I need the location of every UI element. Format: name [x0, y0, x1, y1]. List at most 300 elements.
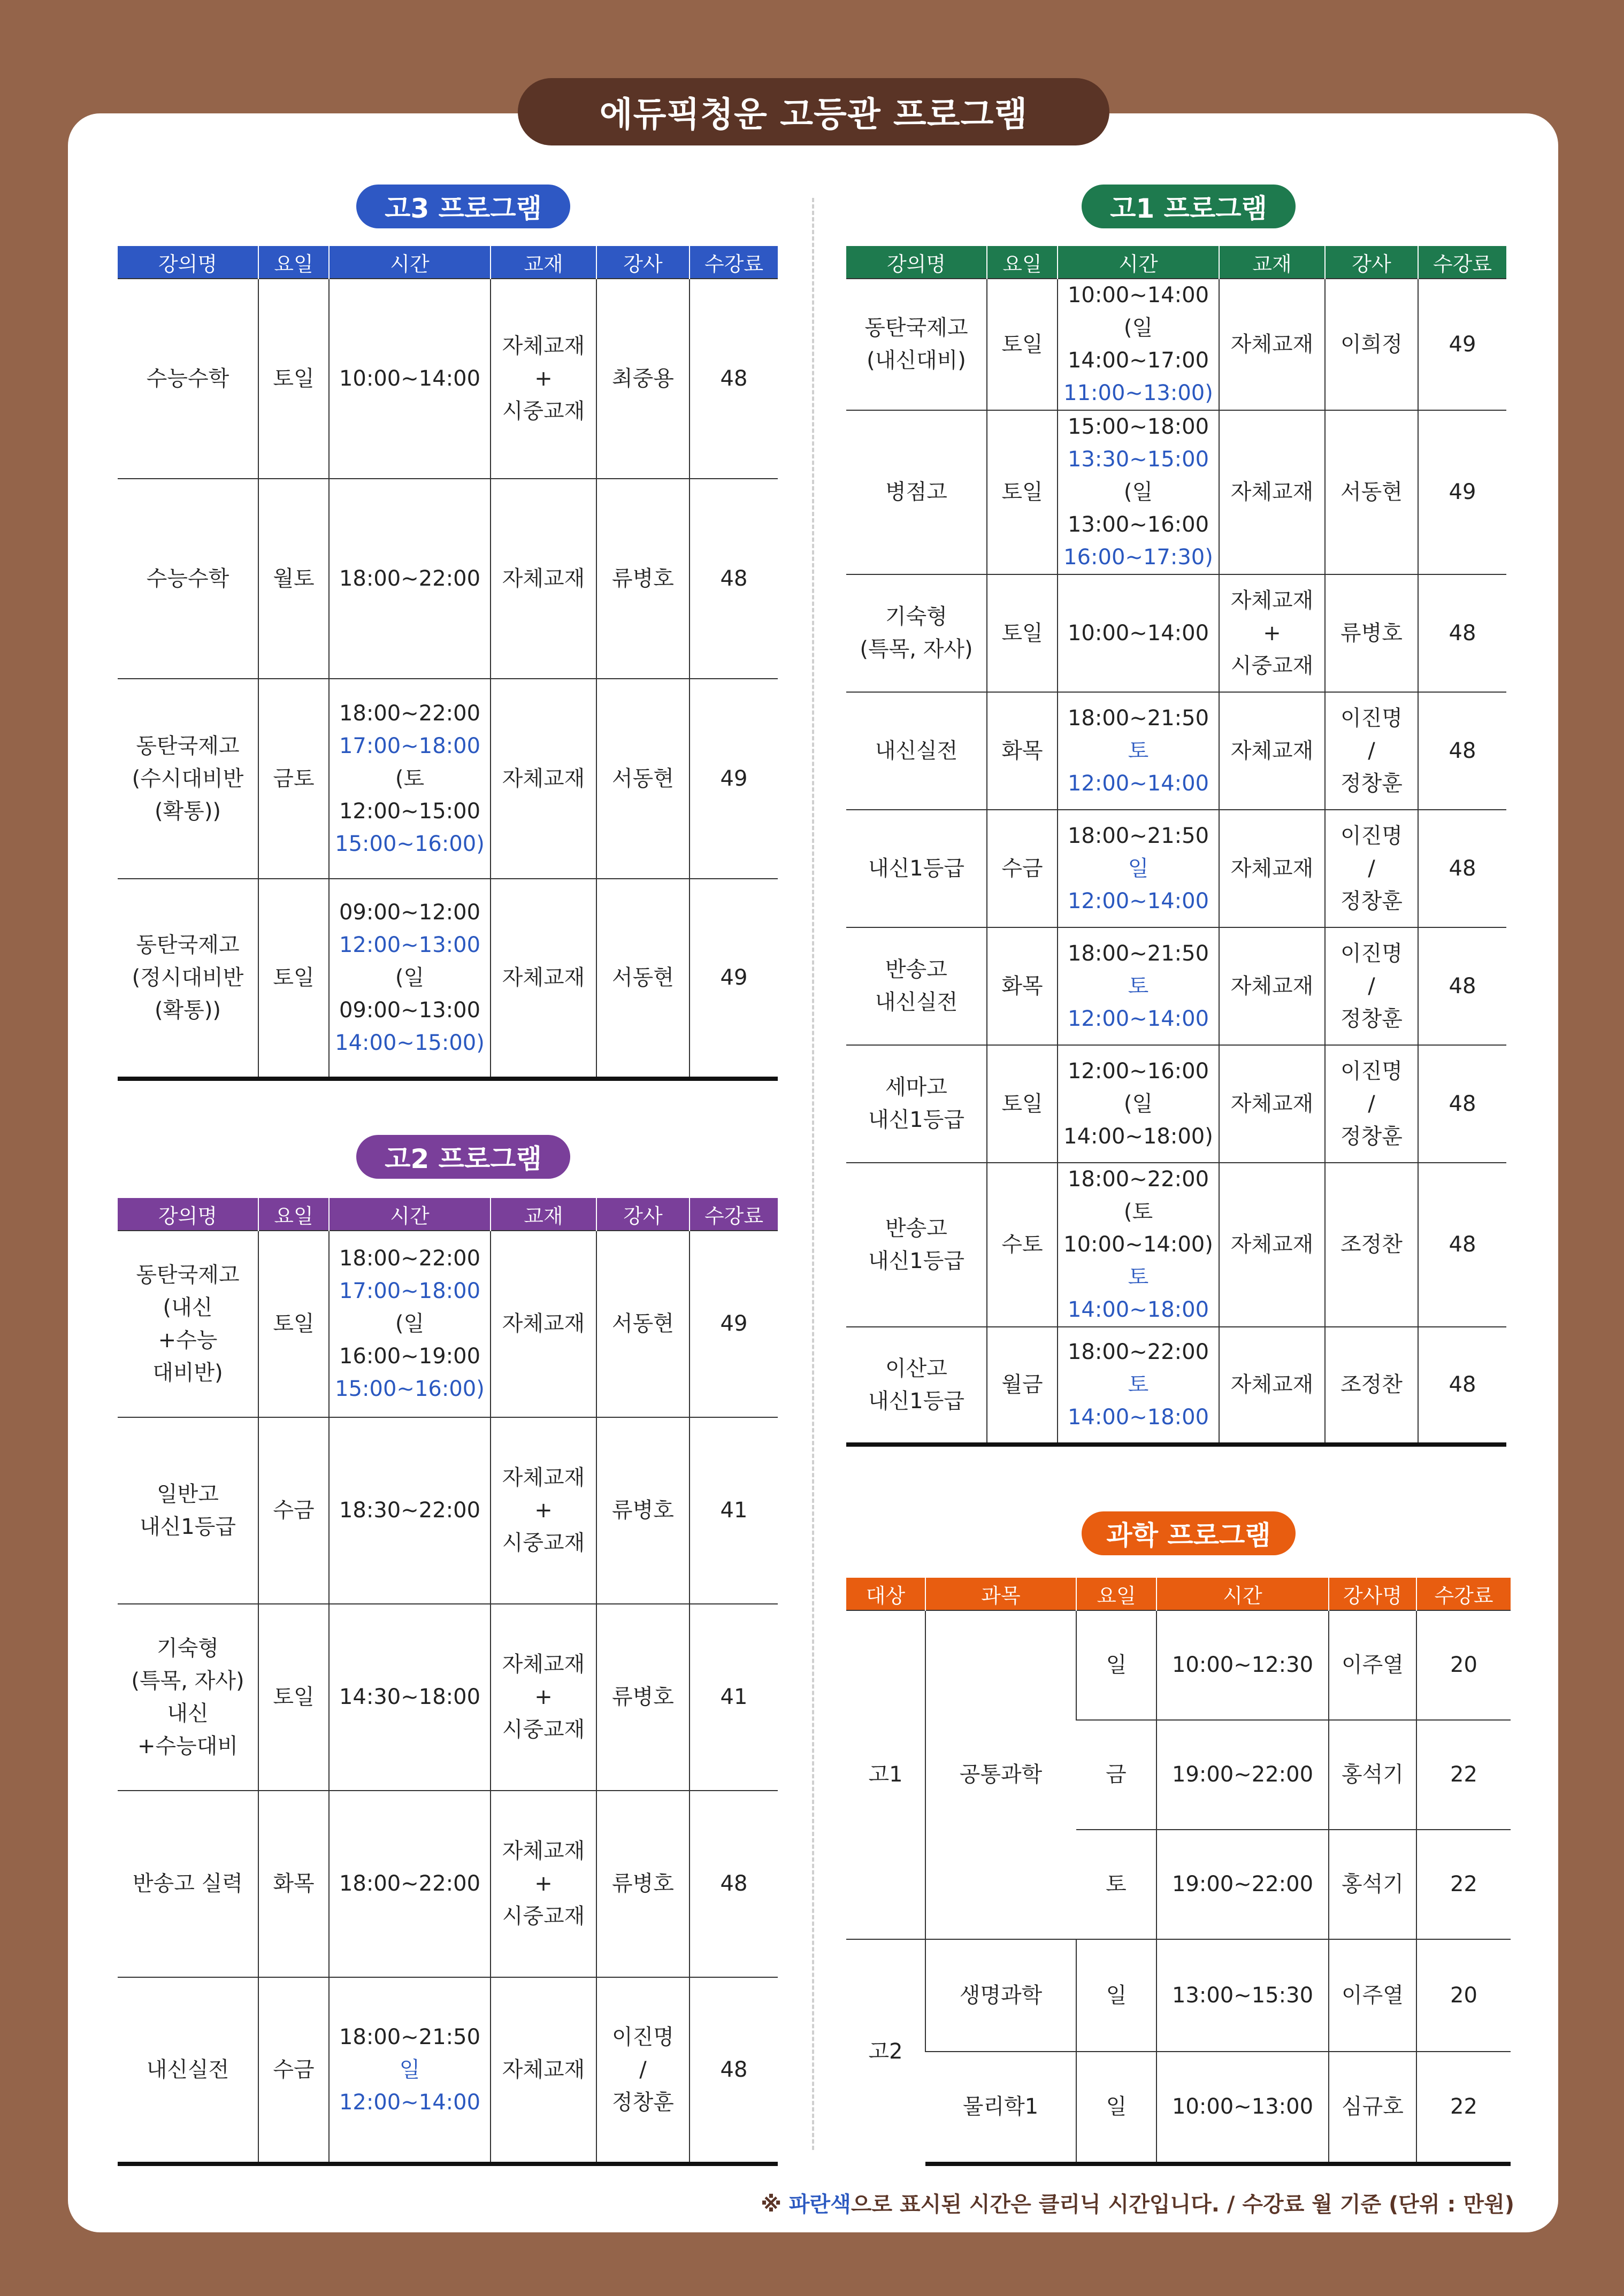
table-row — [846, 1163, 1506, 1327]
cell-line: 17:00~18:00 — [339, 1279, 481, 1303]
course-name-cell — [118, 1604, 258, 1791]
time-cell: 13:00~15:30 — [1156, 1939, 1329, 2052]
column-header: 과목 — [925, 1578, 1076, 1610]
cell-line: 10:00~14:00 — [1067, 620, 1209, 646]
cell-line: 시중교재 — [1230, 653, 1314, 678]
column-header: 교재 — [491, 246, 596, 279]
cell-line: 16:00~17:30) — [1063, 545, 1213, 570]
cell-line: 정창훈 — [1340, 771, 1403, 796]
cell-line: 18:00~22:00 — [339, 566, 481, 591]
day-cell: 일 — [1076, 1939, 1156, 2052]
cell-line: (토 — [1123, 1200, 1153, 1224]
cell-line: 서동현 — [612, 766, 674, 791]
cell-line: 조정찬 — [1340, 1232, 1403, 1257]
cell-line: 12:00~14:00 — [1067, 1006, 1209, 1031]
cell-line: 정창훈 — [612, 2090, 674, 2115]
cell-line: 대비반) — [152, 1360, 223, 1385]
teacher-cell: 홍석기 — [1329, 1720, 1416, 1830]
column-header: 요일 — [258, 246, 329, 279]
cell-line: 자체교재 — [1230, 480, 1314, 504]
column-header: 요일 — [258, 1198, 329, 1231]
fee-cell: 20 — [1416, 1939, 1511, 2052]
cell-line: 시중교재 — [502, 1717, 585, 1742]
cell-line: 12:00~15:00 — [339, 798, 481, 824]
cell-line: 류병호 — [1340, 620, 1403, 646]
course-name-cell — [846, 1045, 987, 1163]
fee-cell: 48 — [1418, 574, 1506, 692]
column-header: 수강료 — [690, 246, 778, 279]
science-program-table — [846, 1578, 1511, 2166]
cell-line: 일 — [1128, 856, 1149, 881]
teacher-cell: 이주열 — [1329, 1610, 1416, 1720]
cell-line: 18:00~22:00 — [339, 1246, 481, 1271]
cell-line: 내신실전 — [875, 990, 958, 1015]
target-cell: 고2 — [846, 1939, 925, 2164]
teacher-cell — [1325, 1163, 1418, 1327]
cell-line: 수능수학 — [146, 366, 229, 391]
time-cell — [1058, 574, 1219, 692]
table-row — [846, 1939, 1511, 2052]
cell-line: 류병호 — [612, 1498, 674, 1523]
g1-section-title: 고1 프로그램 — [1082, 185, 1296, 228]
footnote-highlight: 파란색 — [788, 2192, 851, 2217]
time-cell — [1058, 1163, 1219, 1327]
fee-cell: 49 — [690, 679, 778, 879]
column-header: 교재 — [1219, 246, 1325, 279]
course-name-cell — [118, 879, 258, 1079]
cell-line: 반송고 — [885, 1216, 947, 1241]
fee-cell: 49 — [1418, 410, 1506, 574]
course-name-cell — [846, 279, 987, 410]
table-row — [118, 1231, 778, 1417]
textbook-cell — [1219, 1045, 1325, 1163]
column-header: 시간 — [1156, 1578, 1329, 1610]
textbook-cell — [1219, 692, 1325, 810]
cell-line: (내신 — [163, 1295, 213, 1320]
cell-line: 18:00~22:00 — [1067, 1340, 1209, 1364]
cell-line: 일 — [399, 2057, 420, 2082]
cell-line: 동탄국제고 — [136, 733, 240, 758]
time-cell: 10:00~12:30 — [1156, 1610, 1329, 1720]
course-name-cell — [118, 1231, 258, 1417]
column-header: 시간 — [329, 1198, 491, 1231]
time-cell — [329, 1977, 491, 2164]
time-cell: 19:00~22:00 — [1156, 1720, 1329, 1830]
cell-line: 기숙형 — [885, 604, 947, 629]
table-row — [846, 1327, 1506, 1445]
table-row — [118, 879, 778, 1079]
cell-line: 11:00~13:00) — [1063, 381, 1213, 405]
day-cell: 금토 — [258, 679, 329, 879]
textbook-cell — [1219, 1327, 1325, 1445]
teacher-cell — [596, 1977, 690, 2164]
course-name-cell — [118, 1417, 258, 1604]
textbook-cell — [1219, 1163, 1325, 1327]
cell-line: 이진명 — [1340, 1058, 1403, 1084]
cell-line: 12:00~16:00 — [1067, 1058, 1209, 1084]
table-row — [118, 279, 778, 479]
cell-line: + — [534, 1685, 553, 1709]
column-header: 강사 — [1325, 246, 1418, 279]
course-name-cell — [846, 1327, 987, 1445]
time-cell — [1058, 279, 1219, 410]
column-header: 수강료 — [1416, 1578, 1511, 1610]
day-cell: 일 — [1076, 1610, 1156, 1720]
table-row — [846, 574, 1506, 692]
table-row — [846, 1610, 1511, 1720]
time-cell — [329, 879, 491, 1079]
cell-line: 내신1등급 — [139, 1514, 236, 1539]
day-cell: 토일 — [258, 1604, 329, 1791]
teacher-cell — [596, 679, 690, 879]
cell-line: 이진명 — [1340, 941, 1403, 966]
fee-cell: 48 — [1418, 927, 1506, 1045]
cell-line: +수능대비 — [137, 1733, 239, 1759]
cell-line: 14:00~18:00 — [1067, 1297, 1209, 1322]
teacher-cell — [1325, 574, 1418, 692]
cell-line: 자체교재 — [1230, 1372, 1314, 1397]
cell-line: 류병호 — [612, 1871, 674, 1896]
fee-cell: 41 — [690, 1417, 778, 1604]
cell-line: 시중교재 — [502, 398, 585, 424]
cell-line: 18:00~21:50 — [1067, 823, 1209, 848]
cell-line: 서동현 — [612, 1311, 674, 1336]
day-cell: 수금 — [258, 1977, 329, 2164]
table-row — [846, 279, 1506, 410]
fee-cell: 41 — [690, 1604, 778, 1791]
table-row — [118, 1604, 778, 1791]
g1-program-table — [846, 246, 1506, 1447]
day-cell: 일 — [1076, 2052, 1156, 2164]
table-row — [118, 1417, 778, 1604]
table-row — [118, 1791, 778, 1977]
g3-section-title: 고3 프로그램 — [356, 185, 570, 228]
time-cell — [329, 279, 491, 479]
g2-section-title: 고2 프로그램 — [356, 1135, 570, 1179]
column-header: 시간 — [329, 246, 491, 279]
cell-line: 자체교재 — [1230, 738, 1314, 763]
textbook-cell — [491, 1604, 596, 1791]
table-row — [846, 410, 1506, 574]
cell-line: 동탄국제고 — [136, 933, 240, 957]
cell-line: 자체교재 — [1230, 856, 1314, 881]
teacher-cell — [1325, 1045, 1418, 1163]
teacher-cell — [1325, 810, 1418, 927]
cell-line: 토 — [1128, 973, 1149, 999]
cell-line: 18:00~22:00 — [1067, 1167, 1209, 1192]
cell-line: 13:00~16:00 — [1067, 512, 1209, 537]
day-cell: 수금 — [987, 810, 1058, 927]
cell-line: 12:00~14:00 — [1067, 888, 1209, 913]
cell-line: 내신 — [167, 1701, 209, 1726]
time-cell — [1058, 1327, 1219, 1445]
day-cell: 수토 — [987, 1163, 1058, 1327]
table-row — [846, 927, 1506, 1045]
column-header: 수강료 — [690, 1198, 778, 1231]
subject-cell: 공통과학 — [925, 1610, 1076, 1939]
cell-line: 이희정 — [1340, 332, 1403, 357]
day-cell: 화목 — [987, 927, 1058, 1045]
teacher-cell: 심규호 — [1329, 2052, 1416, 2164]
textbook-cell — [491, 879, 596, 1079]
cell-line: 18:00~22:00 — [339, 701, 481, 726]
time-cell — [329, 679, 491, 879]
textbook-cell — [491, 1417, 596, 1604]
time-cell — [329, 1231, 491, 1417]
cell-line: 동탄국제고 — [136, 1262, 240, 1287]
cell-line: 09:00~12:00 — [339, 900, 481, 925]
cell-line: 14:00~18:00) — [1063, 1124, 1213, 1149]
column-header: 강의명 — [886, 252, 946, 276]
course-name-cell — [846, 1163, 987, 1327]
cell-line: 류병호 — [612, 566, 674, 591]
table-row — [846, 810, 1506, 927]
cell-line: 14:00~18:00 — [1067, 1405, 1209, 1430]
cell-line: 15:00~18:00 — [1067, 414, 1209, 439]
cell-line: 이진명 — [1340, 823, 1403, 848]
teacher-cell: 이주열 — [1329, 1939, 1416, 2052]
cell-line: 자체교재 — [502, 1652, 585, 1677]
fee-cell: 22 — [1416, 2052, 1511, 2164]
cell-line: 14:00~15:00) — [335, 1031, 485, 1055]
cell-line: (수시대비반 — [132, 766, 244, 791]
teacher-cell — [1325, 927, 1418, 1045]
cell-line: 자체교재 — [502, 2057, 585, 2082]
cell-line: / — [1368, 1091, 1375, 1116]
day-cell: 토일 — [987, 574, 1058, 692]
cell-line: 15:00~16:00) — [335, 831, 485, 856]
teacher-cell — [596, 1791, 690, 1977]
column-header: 요일 — [1076, 1578, 1156, 1610]
column-header: 교재 — [491, 1198, 596, 1231]
fee-cell: 22 — [1416, 1720, 1511, 1830]
column-divider — [812, 198, 814, 2150]
cell-line: 자체교재 — [1230, 1091, 1314, 1116]
cell-line: 최중용 — [612, 366, 674, 391]
cell-line: (일 — [395, 1311, 425, 1336]
column-header: 수강료 — [1418, 246, 1506, 279]
day-cell: 화목 — [987, 692, 1058, 810]
cell-line: 18:00~21:50 — [1067, 941, 1209, 966]
cell-line: (일 — [395, 965, 425, 990]
column-header: 강사명 — [1329, 1578, 1416, 1610]
teacher-cell — [596, 1417, 690, 1604]
day-cell: 토일 — [258, 1231, 329, 1417]
time-cell — [329, 479, 491, 679]
time-cell — [1058, 927, 1219, 1045]
day-cell: 토일 — [258, 279, 329, 479]
textbook-cell — [491, 1977, 596, 2164]
teacher-cell — [1325, 410, 1418, 574]
cell-line: 토 — [1128, 738, 1149, 763]
cell-line: 자체교재 — [1230, 1232, 1314, 1257]
science-section-title: 과학 프로그램 — [1082, 1511, 1296, 1555]
day-cell: 토 — [1076, 1830, 1156, 1939]
fee-cell: 48 — [1418, 1327, 1506, 1445]
textbook-cell — [1219, 410, 1325, 574]
cell-line: 정창훈 — [1340, 1124, 1403, 1149]
fee-cell: 48 — [1418, 1163, 1506, 1327]
column-header: 강사 — [596, 246, 690, 279]
cell-line: 18:00~21:50 — [1067, 705, 1209, 731]
cell-line: 이진명 — [612, 2024, 674, 2049]
cell-line: 10:00~14:00 — [1067, 283, 1209, 308]
time-cell: 19:00~22:00 — [1156, 1830, 1329, 1939]
time-cell — [1058, 1045, 1219, 1163]
cell-line: / — [1368, 973, 1375, 999]
cell-line: 반송고 실력 — [133, 1871, 243, 1896]
cell-line: + — [534, 366, 553, 391]
course-name-cell — [118, 479, 258, 679]
day-cell: 금 — [1076, 1720, 1156, 1830]
time-cell — [1058, 692, 1219, 810]
day-cell: 토일 — [258, 879, 329, 1079]
table-row — [118, 479, 778, 679]
cell-line: 자체교재 — [502, 1311, 585, 1336]
course-name-cell — [846, 410, 987, 574]
cell-line: 시중교재 — [502, 1531, 585, 1555]
cell-line: (확통)) — [154, 998, 221, 1023]
fee-cell: 20 — [1416, 1610, 1511, 1720]
footnote: ※ 파란색으로 표시된 시간은 클리닉 시간입니다. / 수강료 월 기준 (단위 : 만원) — [761, 2192, 1514, 2217]
cell-line: 09:00~13:00 — [339, 998, 481, 1023]
cell-line: 서동현 — [1340, 480, 1403, 504]
cell-line: (일 — [1123, 480, 1153, 504]
cell-line: 내신실전 — [146, 2057, 229, 2082]
page-title: 에듀픽청운 고등관 프로그램 — [518, 78, 1109, 145]
fee-cell: 48 — [690, 279, 778, 479]
table-row — [846, 1045, 1506, 1163]
teacher-cell — [1325, 1327, 1418, 1445]
day-cell: 토일 — [987, 410, 1058, 574]
time-cell — [1058, 810, 1219, 927]
target-cell: 고1 — [846, 1610, 925, 1939]
cell-line: 17:00~18:00 — [339, 733, 481, 758]
cell-line: 내신1등급 — [868, 1388, 964, 1414]
column-header: 강의명 — [158, 1204, 218, 1228]
cell-line: 자체교재 — [502, 965, 585, 990]
g3-program-table — [118, 246, 778, 1081]
cell-line: (일 — [1123, 316, 1153, 340]
cell-line: 동탄국제고 — [864, 316, 968, 340]
cell-line: 10:00~14:00 — [339, 366, 481, 391]
cell-line: + — [534, 1498, 553, 1523]
cell-line: (일 — [1123, 1091, 1153, 1116]
teacher-cell — [1325, 692, 1418, 810]
teacher-cell — [596, 1604, 690, 1791]
course-name-cell — [118, 279, 258, 479]
day-cell: 토일 — [987, 279, 1058, 410]
cell-line: +수능 — [158, 1327, 218, 1353]
course-name-cell — [118, 1791, 258, 1977]
cell-line: 자체교재 — [502, 333, 585, 358]
textbook-cell — [1219, 574, 1325, 692]
teacher-cell — [596, 1231, 690, 1417]
cell-line: 세마고 — [885, 1075, 947, 1100]
cell-line: 병점고 — [885, 480, 947, 504]
cell-line: 15:00~16:00) — [335, 1377, 485, 1401]
day-cell: 월금 — [987, 1327, 1058, 1445]
cell-line: 류병호 — [612, 1685, 674, 1709]
cell-line: 내신실전 — [875, 738, 958, 763]
cell-line: 토 — [1128, 1265, 1149, 1289]
cell-line: (확통)) — [154, 798, 221, 824]
textbook-cell — [491, 479, 596, 679]
day-cell: 토일 — [987, 1045, 1058, 1163]
fee-cell: 22 — [1416, 1830, 1511, 1939]
teacher-cell — [596, 279, 690, 479]
cell-line: 일반고 — [157, 1481, 219, 1507]
day-cell: 수금 — [258, 1417, 329, 1604]
table-row — [846, 692, 1506, 810]
cell-line: 자체교재 — [502, 1839, 585, 1863]
table-row — [118, 1977, 778, 2164]
cell-line: 내신1등급 — [868, 856, 964, 881]
cell-line: 시중교재 — [502, 1904, 585, 1929]
table-row — [118, 679, 778, 879]
teacher-cell — [596, 479, 690, 679]
cell-line: 자체교재 — [1230, 973, 1314, 999]
cell-line: (특목, 자사) — [131, 1668, 244, 1693]
subject-cell: 생명과학 — [925, 1939, 1076, 2052]
table-row — [846, 2052, 1511, 2164]
fee-cell: 49 — [690, 879, 778, 1079]
course-name-cell — [846, 927, 987, 1045]
fee-cell: 49 — [1418, 279, 1506, 410]
textbook-cell — [491, 279, 596, 479]
teacher-cell — [596, 879, 690, 1079]
fee-cell: 48 — [1418, 692, 1506, 810]
cell-line: 내신1등급 — [868, 1108, 964, 1132]
fee-cell: 48 — [690, 1791, 778, 1977]
cell-line: 18:00~21:50 — [339, 2024, 481, 2049]
textbook-cell — [1219, 810, 1325, 927]
cell-line: 14:00~17:00 — [1067, 348, 1209, 373]
course-name-cell — [846, 692, 987, 810]
cell-line: + — [534, 1871, 553, 1896]
time-cell: 10:00~13:00 — [1156, 2052, 1329, 2164]
cell-line: 이산고 — [885, 1356, 947, 1381]
fee-cell: 48 — [1418, 810, 1506, 927]
time-cell — [329, 1791, 491, 1977]
fee-cell: 48 — [690, 1977, 778, 2164]
cell-line: 12:00~14:00 — [339, 2090, 481, 2115]
cell-line: + — [1263, 620, 1281, 646]
column-header: 강의명 — [158, 252, 218, 276]
course-name-cell — [118, 1977, 258, 2164]
column-header: 시간 — [1058, 246, 1219, 279]
cell-line: 18:00~22:00 — [339, 1871, 481, 1896]
cell-line: 16:00~19:00 — [339, 1344, 481, 1369]
cell-line: (토 — [395, 766, 425, 791]
cell-line: 자체교재 — [1230, 588, 1314, 613]
cell-line: 10:00~14:00) — [1063, 1232, 1213, 1257]
textbook-cell — [491, 1791, 596, 1977]
cell-line: 반송고 — [885, 957, 947, 982]
textbook-cell — [1219, 927, 1325, 1045]
column-header: 대상 — [865, 1584, 906, 1608]
cell-line: 토 — [1128, 1372, 1149, 1397]
cell-line: 정창훈 — [1340, 1006, 1403, 1031]
textbook-cell — [491, 1231, 596, 1417]
course-name-cell — [846, 574, 987, 692]
column-header: 요일 — [987, 246, 1058, 279]
cell-line: 내신1등급 — [868, 1248, 964, 1273]
subject-cell: 물리학1 — [925, 2052, 1076, 2164]
cell-line: 18:30~22:00 — [339, 1498, 481, 1523]
cell-line: (정시대비반 — [132, 965, 244, 990]
cell-line: 수능수학 — [146, 566, 229, 591]
